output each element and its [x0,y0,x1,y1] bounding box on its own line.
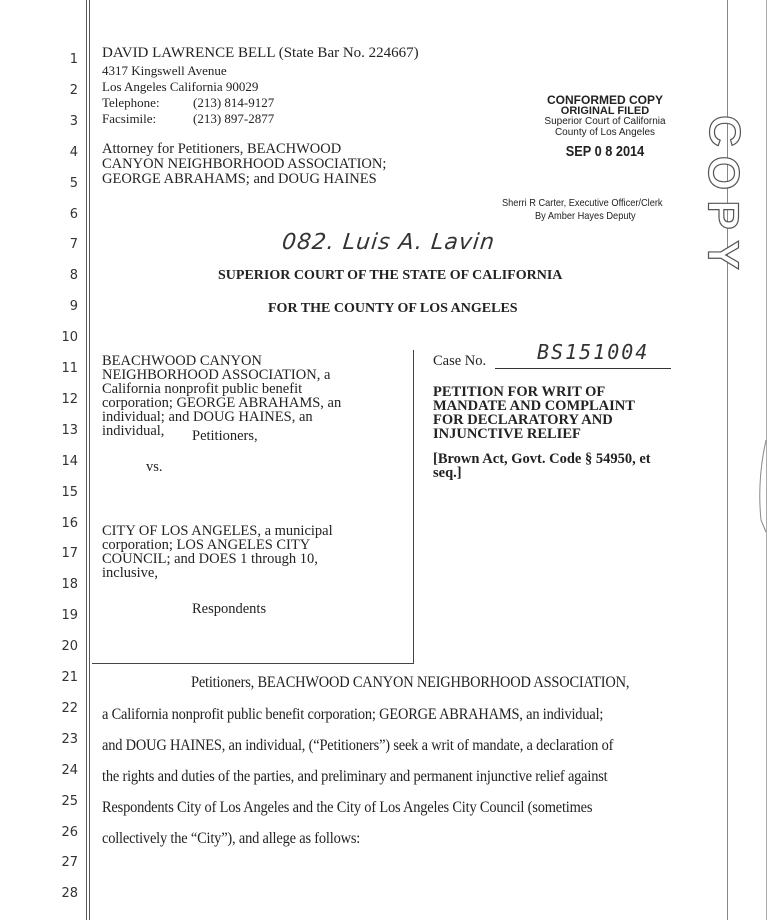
line-number: 21 [61,670,78,685]
line-number: 5 [69,175,78,191]
line-number: 27 [61,855,78,871]
attorney-address-1: 4317 Kingswell Avenue [102,63,227,78]
body-line-23: and DOUG HAINES, an individual, (“Petitioners”) seek a writ of mandate, a declaration of [102,737,614,754]
line-number: 25 [61,793,78,809]
caption-box-bottom-line [92,663,414,664]
left-margin-line [86,0,87,920]
fax-label: Facsimile: [102,111,157,126]
stamp-officer: Sherri R Carter, Executive Officer/Clerk [502,197,663,209]
filing-stamp [500,94,710,160]
line-number: 24 [61,762,78,778]
case-title-line: INJUNCTIVE RELIEF [433,426,581,442]
line-number: 11 [61,361,78,376]
court-title: SUPERIOR COURT OF THE STATE OF CALIFORNIA [218,268,563,283]
respondents-block [102,524,333,580]
stamp-county: County of Los Angeles [554,127,656,138]
line-number: 26 [61,824,78,840]
watermark-letter-o: O [699,155,749,191]
stamp-date: SEP 0 8 2014 [565,143,645,160]
case-title-line: PETITION FOR WRIT OF [433,384,606,400]
petitioners-line: California nonprofit public benefit [102,381,303,397]
stamp-original-filed: ORIGINAL FILED [560,105,650,117]
line-number: 9 [69,299,78,315]
case-number: BS151004 [537,340,650,364]
respondents-line: COUNCIL; and DOES 1 through 10, [102,551,318,567]
line-number: 2 [69,82,78,98]
stamp-deputy: By Amber Hayes Deputy [535,210,636,222]
line-number: 4 [69,144,78,160]
attorney-for-1: Attorney for Petitioners, BEACHWOOD [102,141,342,157]
respondents-line: corporation; LOS ANGELES CITY [102,537,311,553]
petitioners-line: individual; and DOUG HAINES, an [102,409,313,425]
vs-label: vs. [146,459,163,475]
case-subtitle [433,452,651,480]
body-line-25: Respondents City of Los Angeles and the City of Los Angeles City Council (sometimes [102,799,593,816]
court-county: FOR THE COUNTY OF LOS ANGELES [268,301,518,316]
watermark-letter-c: C [699,115,749,147]
line-number: 16 [61,515,78,531]
case-title [433,385,635,441]
stamp-conformed-copy: CONFORMED COPY [546,93,663,107]
petitioners-block [102,354,341,438]
line-number: 28 [61,886,78,902]
petitioners-label: Petitioners, [192,428,258,444]
line-number: 8 [69,268,78,284]
case-subtitle-line: [Brown Act, Govt. Code § 54950, et [433,451,651,467]
petitioners-line: NEIGHBORHOOD ASSOCIATION, a [102,367,331,383]
line-number: 18 [61,577,78,593]
fax-value: (213) 897-2877 [193,111,275,126]
attorney-for-3: GEORGE ABRAHAMS; and DOUG HAINES [102,171,377,187]
telephone-label: Telephone: [102,95,160,110]
case-title-line: FOR DECLARATORY AND [433,412,613,428]
case-subtitle-line: seq.] [433,465,462,481]
line-number: 3 [69,113,78,129]
caption-box-right-line [413,350,414,664]
case-no-label: Case No. [433,353,487,369]
handwritten-note: 082. Luis A. Lavin [280,230,497,255]
left-margin-line-inner [89,0,90,920]
petitioners-line: BEACHWOOD CANYON [102,353,262,369]
case-title-line: MANDATE AND COMPLAINT [433,398,635,414]
line-number: 12 [61,391,78,407]
line-number: 7 [69,237,78,253]
body-line-22: a California nonprofit public benefit corporation; GEORGE ABRAHAMS, an individual; [102,706,604,723]
line-number: 6 [69,206,78,222]
line-number: 20 [61,639,78,655]
line-number: 13 [61,422,78,438]
case-no-underline [495,368,671,369]
line-number: 22 [61,700,78,716]
watermark-letter-y: Y [698,240,748,270]
attorney-name-line: DAVID LAWRENCE BELL (State Bar No. 224667) [102,45,419,61]
petitioners-line: individual, [102,423,165,439]
body-line-26: collectively the “City”), and allege as follows: [102,830,361,847]
petitioners-line: corporation; GEORGE ABRAHAMS, an [102,395,342,411]
line-number: 14 [61,453,78,469]
attorney-for-2: CANYON NEIGHBORHOOD ASSOCIATION; [102,156,387,172]
line-number: 1 [69,52,78,67]
page-edge-curve [755,440,768,540]
respondents-label: Respondents [192,601,267,617]
telephone-value: (213) 814-9127 [193,95,275,110]
respondents-line: inclusive, [102,565,158,581]
body-line-24: the rights and duties of the parties, and preliminary and permanent injunctive relief against [102,768,608,785]
attorney-address-2: Los Angeles California 90029 [102,79,259,94]
line-number: 19 [61,608,78,624]
body-line-21: Petitioners, BEACHWOOD CANYON NEIGHBORHOOD ASSOCIATION, [191,674,630,691]
watermark-letter-p: P [698,200,748,230]
stamp-court: Superior Court of California [544,116,666,127]
line-number: 17 [61,546,78,562]
respondents-line: CITY OF LOS ANGELES, a municipal [102,523,333,539]
line-number: 15 [61,484,78,500]
line-number: 23 [61,731,78,747]
line-number: 10 [61,330,78,346]
